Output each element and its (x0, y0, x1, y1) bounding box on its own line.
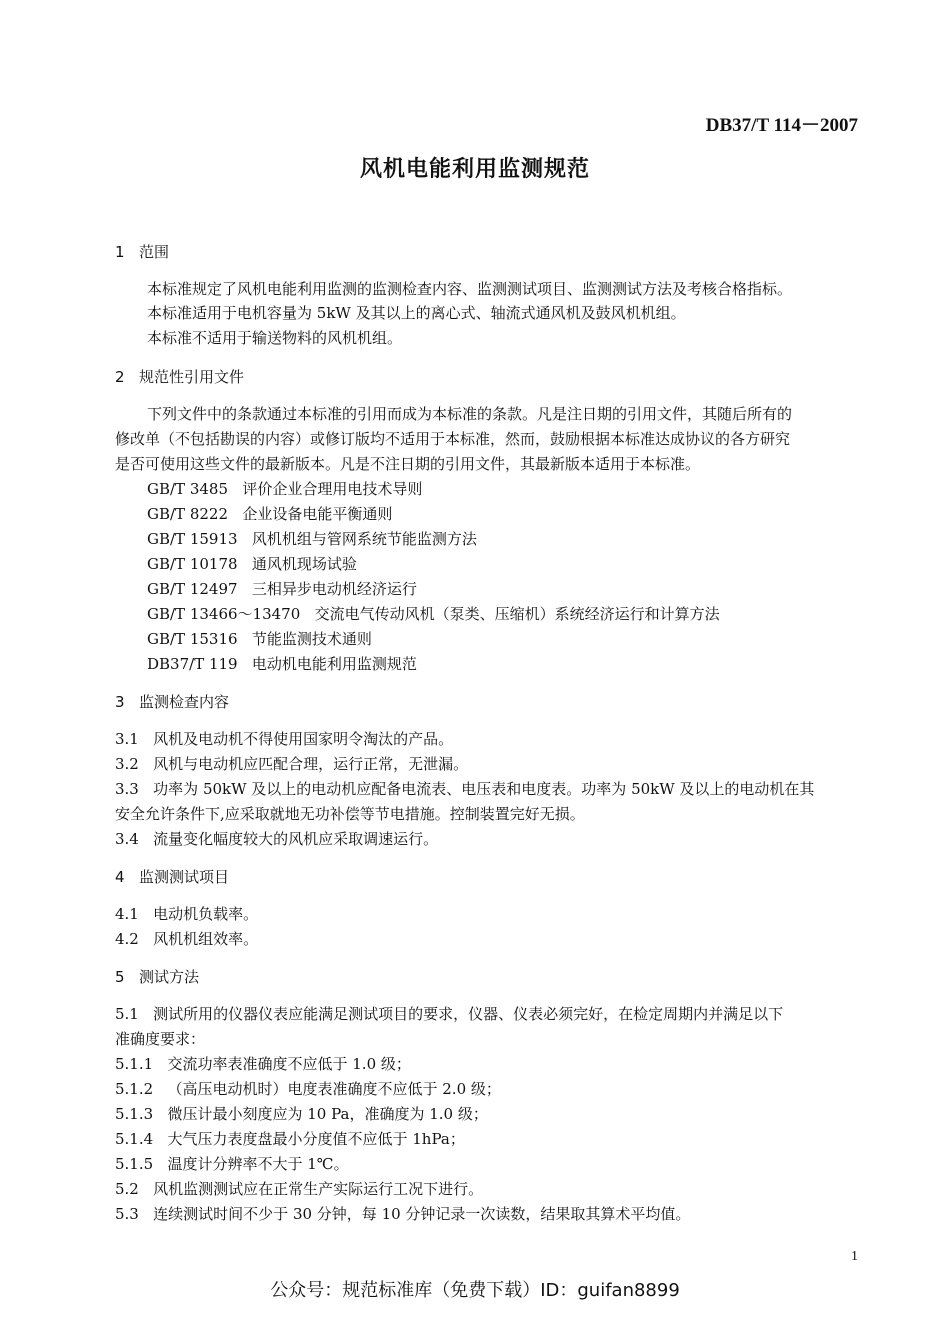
reference-name: 三相异步电动机经济运行 (251, 580, 417, 598)
section-title: 监测测试项目 (139, 868, 230, 886)
subclause-item (115, 1153, 349, 1174)
clause-item (115, 1003, 783, 1024)
reference-code: DB37/T 119 (147, 655, 238, 673)
clause-number: 5.1 (115, 1005, 139, 1023)
clause-text: 温度计分辨率不大于 1℃。 (167, 1155, 349, 1173)
reference-code: GB/T 10178 (147, 555, 238, 573)
clause-number: 3.3 (115, 780, 139, 798)
clause-text: 大气压力表度盘最小分度值不应低于 1hPa； (167, 1130, 465, 1148)
section-1-paragraph-3: 本标准不适用于输送物料的风机机组。 (147, 329, 403, 347)
clause-number: 5.1.1 (115, 1055, 154, 1073)
reference-name: 交流电气传动风机（泵类、压缩机）系统经济运行和计算方法 (314, 605, 720, 623)
reference-item (147, 478, 422, 499)
section-2-paragraph-line-3: 是否可使用这些文件的最新版本。凡是不注日期的引用文件，其最新版本适用于本标准。 (115, 455, 701, 473)
reference-name: 电动机电能利用监测规范 (251, 655, 417, 673)
clause-text: 流量变化幅度较大的风机应采取调速运行。 (153, 830, 439, 848)
page-title: 风机电能利用监测规范 (359, 157, 590, 182)
section-2-paragraph-line-2: 修改单（不包括勘误的内容）或修订版均不适用于本标准，然而，鼓励根据本标准达成协议的各方研究 (115, 430, 791, 448)
reference-code: GB/T 15316 (147, 630, 238, 648)
clause-text: 测试所用的仪器仪表应能满足测试项目的要求，仪器、仪表必须完好，在检定周期内并满足以下 (153, 1005, 784, 1023)
clause-item (115, 753, 468, 774)
reference-name: 节能监测技术通则 (251, 630, 372, 648)
reference-item (147, 603, 720, 624)
clause-text: 风机监测测试应在正常生产实际运行工况下进行。 (153, 1180, 484, 1198)
reference-name: 评价企业合理用电技术导则 (242, 480, 423, 498)
clause-number: 3.1 (115, 730, 139, 748)
clause-text: 功率为 50kW 及以上的电动机应配备电流表、电压表和电度表。功率为 50kW 及以上的电动机在其 (153, 780, 815, 798)
clause-continuation: 安全允许条件下,应采取就地无功补偿等节电措施。控制装置完好无损。 (115, 805, 585, 823)
reference-item (147, 628, 372, 649)
reference-name: 企业设备电能平衡通则 (242, 505, 393, 523)
clause-number: 3.4 (115, 830, 139, 848)
clause-text: 连续测试时间不少于 30 分钟，每 10 分钟记录一次读数，结果取其算术平均值。 (153, 1205, 691, 1223)
section-number: 5 (115, 968, 125, 986)
subclause-item (115, 1053, 411, 1074)
clause-item (115, 728, 453, 749)
section-1-paragraph-1: 本标准规定了风机电能利用监测的监测检查内容、监测测试项目、监测测试方法及考核合格指标。 (147, 280, 793, 298)
reference-name: 风机机组与管网系统节能监测方法 (251, 530, 477, 548)
section-1-paragraph-2: 本标准适用于电机容量为 5kW 及其以上的离心式、轴流式通风机及鼓风机机组。 (147, 304, 686, 322)
clause-item (115, 1178, 483, 1199)
section-title: 规范性引用文件 (139, 368, 245, 386)
section-number: 4 (115, 868, 125, 886)
clause-number: 5.1.2 (115, 1080, 154, 1098)
clause-text: 电动机负载率。 (153, 905, 259, 923)
section-title: 范围 (139, 243, 170, 261)
clause-item (115, 1203, 690, 1224)
section-2-heading (115, 366, 244, 387)
section-1-heading (115, 241, 169, 262)
page-number: 1 (851, 1249, 858, 1264)
subclause-item (115, 1103, 488, 1124)
section-number: 3 (115, 693, 125, 711)
clause-item (115, 903, 258, 924)
reference-item (147, 578, 417, 599)
section-5-heading (115, 966, 199, 987)
clause-item (115, 778, 814, 799)
section-number: 2 (115, 368, 125, 386)
section-title: 监测检查内容 (139, 693, 230, 711)
clause-text: 微压计最小刻度应为 10 Pa，准确度为 1.0 级； (167, 1105, 488, 1123)
subclause-item (115, 1128, 465, 1149)
section-3-heading (115, 691, 229, 712)
clause-item (115, 928, 258, 949)
subclause-item (115, 1078, 501, 1099)
clause-number: 4.2 (115, 930, 139, 948)
reference-item (147, 528, 477, 549)
clause-text: 风机机组效率。 (153, 930, 259, 948)
reference-item (147, 653, 417, 674)
clause-text: 交流功率表准确度不应低于 1.0 级； (167, 1055, 411, 1073)
clause-number: 5.1.5 (115, 1155, 154, 1173)
reference-code: GB/T 13466～13470 (147, 605, 301, 623)
footer-watermark: 公众号：规范标准库（免费下载）ID：guifan8899 (270, 1280, 680, 1301)
clause-continuation: 准确度要求： (115, 1030, 206, 1048)
clause-text: （高压电动机时）电度表准确度不应低于 2.0 级； (167, 1080, 501, 1098)
reference-code: GB/T 8222 (147, 505, 229, 523)
clause-number: 5.1.3 (115, 1105, 154, 1123)
reference-name: 通风机现场试验 (251, 555, 357, 573)
clause-text: 风机及电动机不得使用国家明令淘汰的产品。 (153, 730, 454, 748)
reference-code: GB/T 12497 (147, 580, 238, 598)
clause-number: 4.1 (115, 905, 139, 923)
reference-code: GB/T 15913 (147, 530, 238, 548)
clause-number: 5.1.4 (115, 1130, 154, 1148)
clause-item (115, 828, 438, 849)
reference-code: GB/T 3485 (147, 480, 229, 498)
section-4-heading (115, 866, 229, 887)
clause-number: 5.2 (115, 1180, 139, 1198)
section-title: 测试方法 (139, 968, 200, 986)
section-2-paragraph-line-1: 下列文件中的条款通过本标准的引用而成为本标准的条款。凡是注日期的引用文件，其随后所有的 (147, 405, 793, 423)
clause-text: 风机与电动机应匹配合理，运行正常，无泄漏。 (153, 755, 469, 773)
reference-item (147, 553, 357, 574)
reference-item (147, 503, 392, 524)
clause-number: 5.3 (115, 1205, 139, 1223)
section-number: 1 (115, 243, 125, 261)
clause-number: 3.2 (115, 755, 139, 773)
standard-code: DB37/T 114－2007 (705, 115, 858, 136)
